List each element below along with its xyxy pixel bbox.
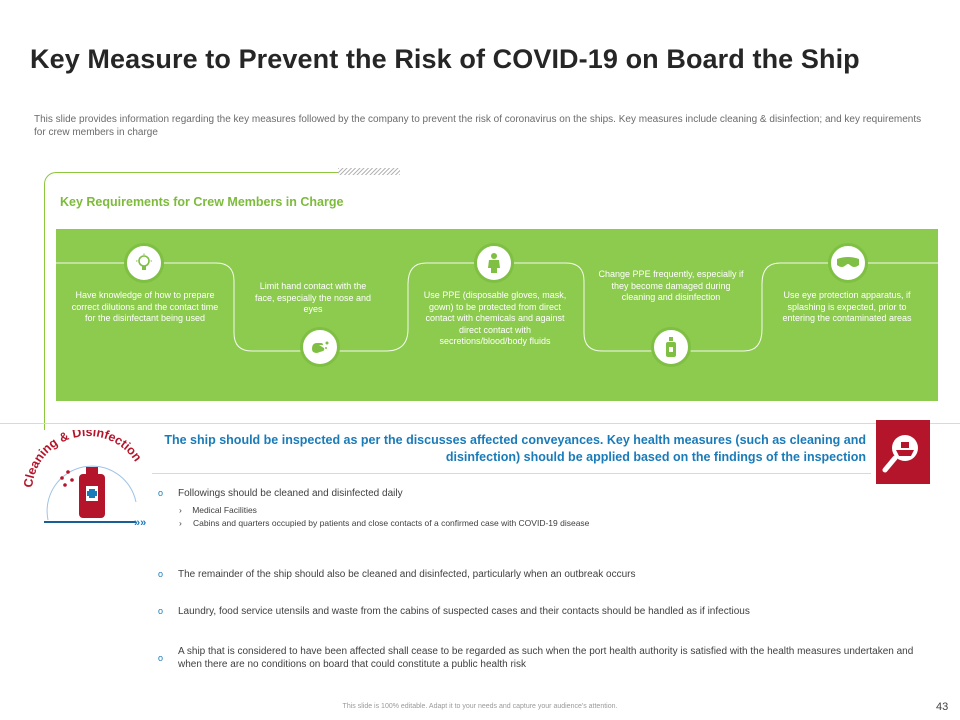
cleaning-badge (18, 430, 158, 530)
sub-marker: › (179, 505, 182, 515)
bullet-text: A ship that is considered to have been affected shall cease to be regarded as such when the port health authority is satisfied with the health measures undertaken and when there are no conditions on board that could constitute a public health risk (178, 646, 914, 670)
frame-line-top (56, 172, 338, 173)
sub-item-text: Medical Facilities (192, 505, 257, 515)
sanitizer-bottle-icon (651, 327, 691, 367)
bullet-marker: o (158, 653, 164, 663)
step-1-text: Have knowledge of how to prepare correct dilutions and the contact time for the disinfectant being used (71, 290, 219, 323)
slide-subtitle: This slide provides information regarding the key measures followed by the company to prevent the risk of coronavirus on the ships. Key measures include cleaning & disinfection; and key requirements for crew members in charge (34, 114, 922, 138)
page-number: 43 (936, 701, 949, 713)
goggles-icon (828, 243, 868, 283)
frame-line-left (44, 184, 45, 430)
bullet-marker: o (158, 488, 164, 498)
inspection-icon-box (876, 420, 930, 484)
hand-wash-icon (300, 327, 340, 367)
sub-list-item (179, 505, 257, 516)
frame-corner (44, 172, 58, 186)
magnifier-ship-icon (881, 430, 925, 474)
lightbulb-icon (124, 243, 164, 283)
bullet-marker: o (158, 569, 164, 579)
slide-title: Key Measure to Prevent the Risk of COVID-19 on Board the Ship (30, 44, 860, 74)
step-4-text: Change PPE frequently, especially if they become damaged during cleaning and disinfection (598, 269, 744, 302)
sub-list-item (179, 518, 674, 529)
step-2-text: Limit hand contact with the face, especially the nose and eyes (254, 281, 372, 314)
requirements-heading: Key Requirements for Crew Members in Charge (60, 195, 344, 209)
svg-text:»»: »» (134, 517, 147, 529)
bullet-text: Followings should be cleaned and disinfected daily (178, 488, 403, 499)
sub-marker: › (179, 518, 182, 528)
disinfectant-bottle-icon (79, 467, 105, 518)
inspection-highlight: The ship should be inspected as per the discusses affected conveyances. Key health measures (such as cleaning and disinfection) should be applied based on the findings of the inspection (164, 433, 866, 464)
badge-label: Cleaning & Disinfection (21, 430, 145, 489)
bullet-text: The remainder of the ship should also be cleaned and disinfected, particularly when an outbreak occurs (178, 569, 636, 580)
decorative-hatch (338, 168, 400, 175)
sub-item-text: Cabins and quarters occupied by patients and close contacts of a confirmed case with COVID-19 disease (193, 518, 590, 528)
bullet-marker: o (158, 606, 164, 616)
requirements-panel (56, 229, 938, 401)
protective-suit-icon (474, 243, 514, 283)
bullet-text: Laundry, food service utensils and waste from the cabins of suspected cases and their contacts should be handled as if infectious (178, 606, 750, 617)
highlight-divider (152, 473, 871, 474)
step-5-text: Use eye protection apparatus, if splashing is expected, prior to entering the contaminated areas (782, 290, 912, 323)
section-divider (0, 423, 960, 424)
footer-note: This slide is 100% editable. Adapt it to your needs and capture your audience's attention. (342, 703, 618, 710)
step-3-text: Use PPE (disposable gloves, mask, gown) to be protected from direct contact with chemicals and against direct contact with secretions/blood/body fluids (423, 290, 567, 346)
